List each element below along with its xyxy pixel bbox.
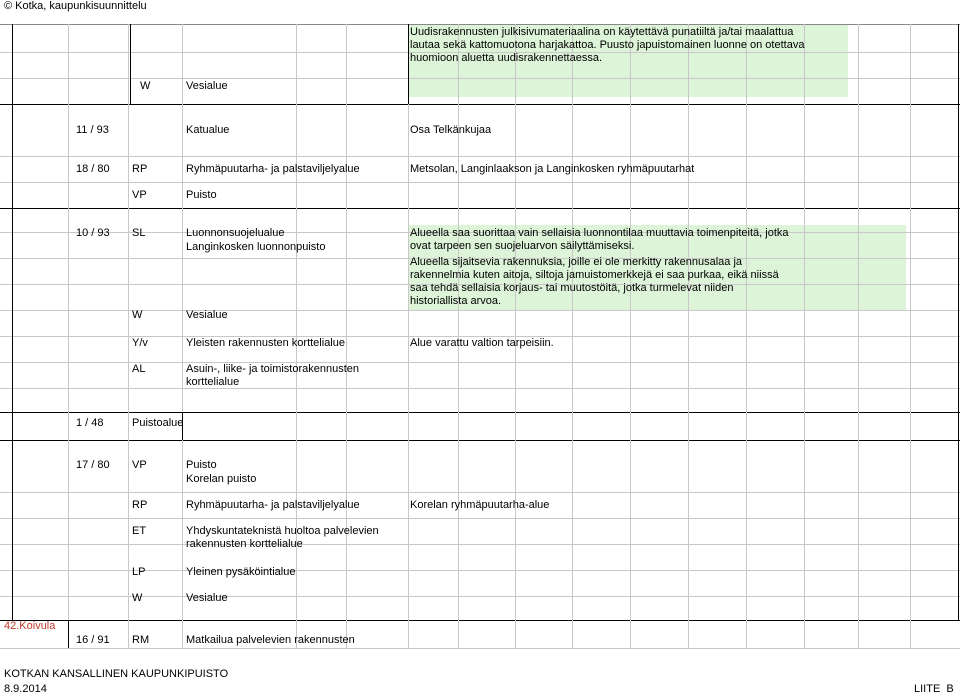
area-description: Metsolan, Langinlaakson ja Langinkosken ryhmäpuutarhat xyxy=(410,163,695,175)
section-label: 42.Koivula xyxy=(4,620,56,632)
area-description: Alue varattu valtion tarpeisiin. xyxy=(410,337,554,349)
area-type: Asuin-, liike- ja toimistorakennusten korttelialue xyxy=(186,363,360,388)
area-code: ET xyxy=(132,525,147,537)
area-code: VP xyxy=(132,459,147,471)
area-type: Yleisten rakennusten korttelialue xyxy=(186,337,345,349)
area-code: W xyxy=(140,80,151,92)
area-description: Osa Telkänkujaa xyxy=(410,124,492,136)
area-code: SL xyxy=(132,227,146,239)
area-code: Y/v xyxy=(132,337,148,349)
area-subtype: Langinkosken luonnonpuisto xyxy=(186,241,326,253)
area-code: RP xyxy=(132,163,148,175)
plan-number: 16 / 91 xyxy=(76,634,110,646)
area-type: Puisto xyxy=(186,459,217,471)
area-description: Korelan ryhmäpuutarha-alue xyxy=(410,499,550,511)
area-type: Vesialue xyxy=(186,309,228,321)
area-code: AL xyxy=(132,363,146,375)
plan-number: 17 / 80 xyxy=(76,459,110,471)
area-code: W xyxy=(132,309,143,321)
area-description: Alueella sijaitsevia rakennuksia, joille ei ole merkitty rakennusalaa ja rakennelmia kuten aitoja, siltoja jamuistomerkkejä ei saa purkaa, eikä niissä saa tehdä sellaisia korjaus- tai muutostöitä, jotka turmelevat niiden historiallista arvoa. xyxy=(410,256,779,307)
area-type: Ryhmäpuutarha- ja palstaviljelyalue xyxy=(186,163,360,175)
area-type: Katualue xyxy=(186,124,230,136)
area-type: Vesialue xyxy=(186,592,228,604)
footer-appendix: LIITE B xyxy=(914,683,954,695)
area-code: W xyxy=(132,592,143,604)
area-code: LP xyxy=(132,566,146,578)
copyright-label: © Kotka, kaupunkisuunnittelu xyxy=(4,0,147,12)
area-code: RM xyxy=(132,634,150,646)
area-type: Ryhmäpuutarha- ja palstaviljelyalue xyxy=(186,499,360,511)
area-type: Puisto xyxy=(186,189,217,201)
area-type: Puistoalue xyxy=(132,417,184,429)
footer-date: 8.9.2014 xyxy=(4,683,47,695)
plan-number: 1 / 48 xyxy=(76,417,104,429)
area-type: Yhdyskuntateknistä huoltoa palvelevien rakennusten korttelialue xyxy=(186,525,379,550)
area-subtype: Korelan puisto xyxy=(186,473,257,485)
area-description: Uudisrakennusten julkisivumateriaalina on käytettävä punatiiltä ja/tai maalattua lautaa sekä kattomuotona harjakattoa. Puusto japuistomainen luonne on otettava huomioon aluetta uudisrakennettaessa. xyxy=(410,26,805,64)
footer-title: KOTKAN KANSALLINEN KAUPUNKIPUISTO xyxy=(4,668,229,680)
plan-number: 10 / 93 xyxy=(76,227,110,239)
area-description: Alueella saa suorittaa vain sellaisia luonnontilaa muuttavia toimenpiteitä, jotka ovat tarpeen sen suojeluarvon säilyttämiseksi. xyxy=(410,227,789,252)
area-code: VP xyxy=(132,189,147,201)
area-type: Vesialue xyxy=(186,80,228,92)
area-type: Luonnonsuojelualue xyxy=(186,227,285,239)
plan-number: 18 / 80 xyxy=(76,163,110,175)
plan-number: 11 / 93 xyxy=(76,124,109,136)
area-code: RP xyxy=(132,499,148,511)
area-type: Yleinen pysäköintialue xyxy=(186,566,296,578)
area-type: Matkailua palvelevien rakennusten xyxy=(186,634,355,646)
